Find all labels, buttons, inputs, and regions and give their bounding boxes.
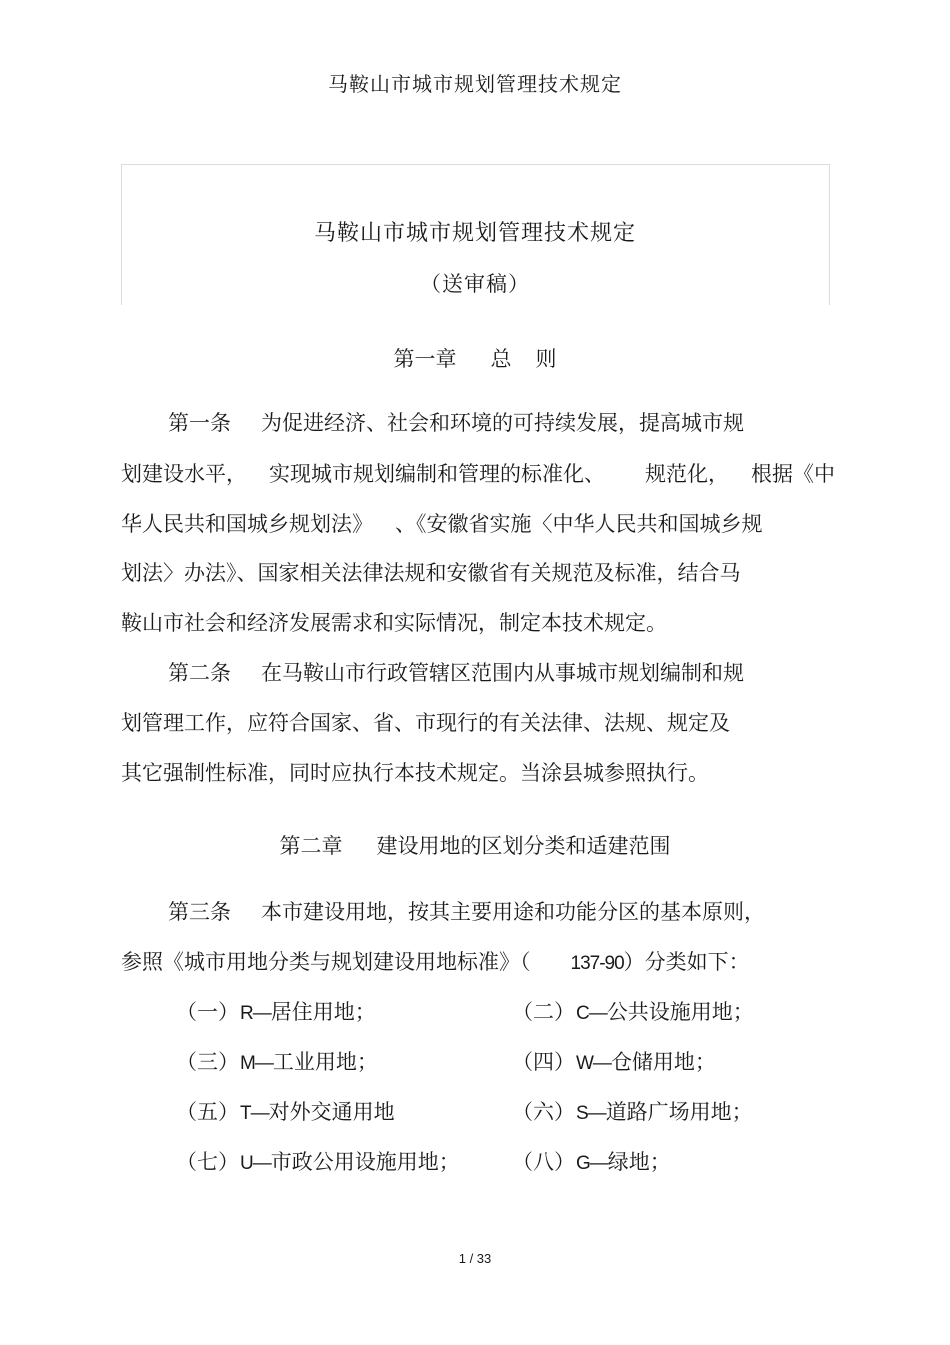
chapter-1-number: 第一章 (393, 347, 457, 371)
land-use-category: （三）M—工业用地； (176, 1050, 378, 1074)
article-3-line-2: 参照《城市用地分类与规划建设用地标准》（ 137-90）分类如下： (121, 950, 750, 974)
chapter-1-word-1: 总 (490, 347, 512, 371)
article-3-label: 第三条 (168, 900, 231, 924)
article-1-label: 第一条 (168, 411, 231, 435)
article-2-line-1: 第二条 在马鞍山市行政管辖区范围内从事城市规划编制和规 (168, 657, 744, 687)
land-use-category: （四）W—仓储用地； (512, 1050, 716, 1074)
land-use-category: （五）T—对外交通用地 (176, 1100, 395, 1124)
chapter-2-heading (0, 830, 950, 860)
page-number: 1 / 33 (458, 1251, 492, 1266)
article-3-line-1: 第三条 本市建设用地，按其主要用途和功能分区的基本原则， (168, 896, 765, 926)
article-2-line-2: 划管理工作，应符合国家、省、市现行的有关法律、法规、规定及 (121, 711, 730, 735)
article-1-line-2: 划建设水平， 实现城市规划编制和管理的标准化、 规范化， 根据《中 (121, 462, 835, 486)
article-2-label: 第二条 (168, 661, 231, 685)
chapter-2-number: 第二章 (279, 834, 343, 858)
document-subtitle: （送审稿） (420, 272, 530, 296)
land-use-category: （八）G—绿地； (512, 1150, 671, 1174)
article-2-line-3: 其它强制性标准，同时应执行本技术规定。当涂县城参照执行。 (121, 761, 709, 785)
land-use-category: （二）C—公共设施用地； (512, 1000, 754, 1024)
article-1-line-4: 划法〉办法》、国家相关法律法规和安徽省有关规范及标准，结合马 (121, 561, 741, 585)
article-1-line-3: 华人民共和国城乡规划法》 、《安徽省实施〈中华人民共和国城乡规 (121, 512, 763, 536)
land-use-category: （一）R—居住用地； (176, 1000, 376, 1024)
land-use-category: （七）U—市政公用设施用地； (176, 1150, 460, 1174)
article-1-line-1: 第一条 为促进经济、社会和环境的可持续发展，提高城市规 (168, 407, 744, 437)
document-title: 马鞍山市城市规划管理技术规定 (313, 221, 636, 246)
land-use-category: （六）S—道路广场用地； (512, 1100, 753, 1124)
chapter-1-word-2: 则 (535, 347, 557, 371)
standard-number: 137-90 (570, 953, 624, 974)
chapter-2-title: 建设用地的区划分类和适建范围 (376, 834, 671, 858)
article-1-line-5: 鞍山市社会和经济发展需求和实际情况，制定本技术规定。 (121, 611, 667, 635)
running-header: 马鞍山市城市规划管理技术规定 (328, 72, 622, 96)
chapter-1-heading (0, 343, 950, 373)
